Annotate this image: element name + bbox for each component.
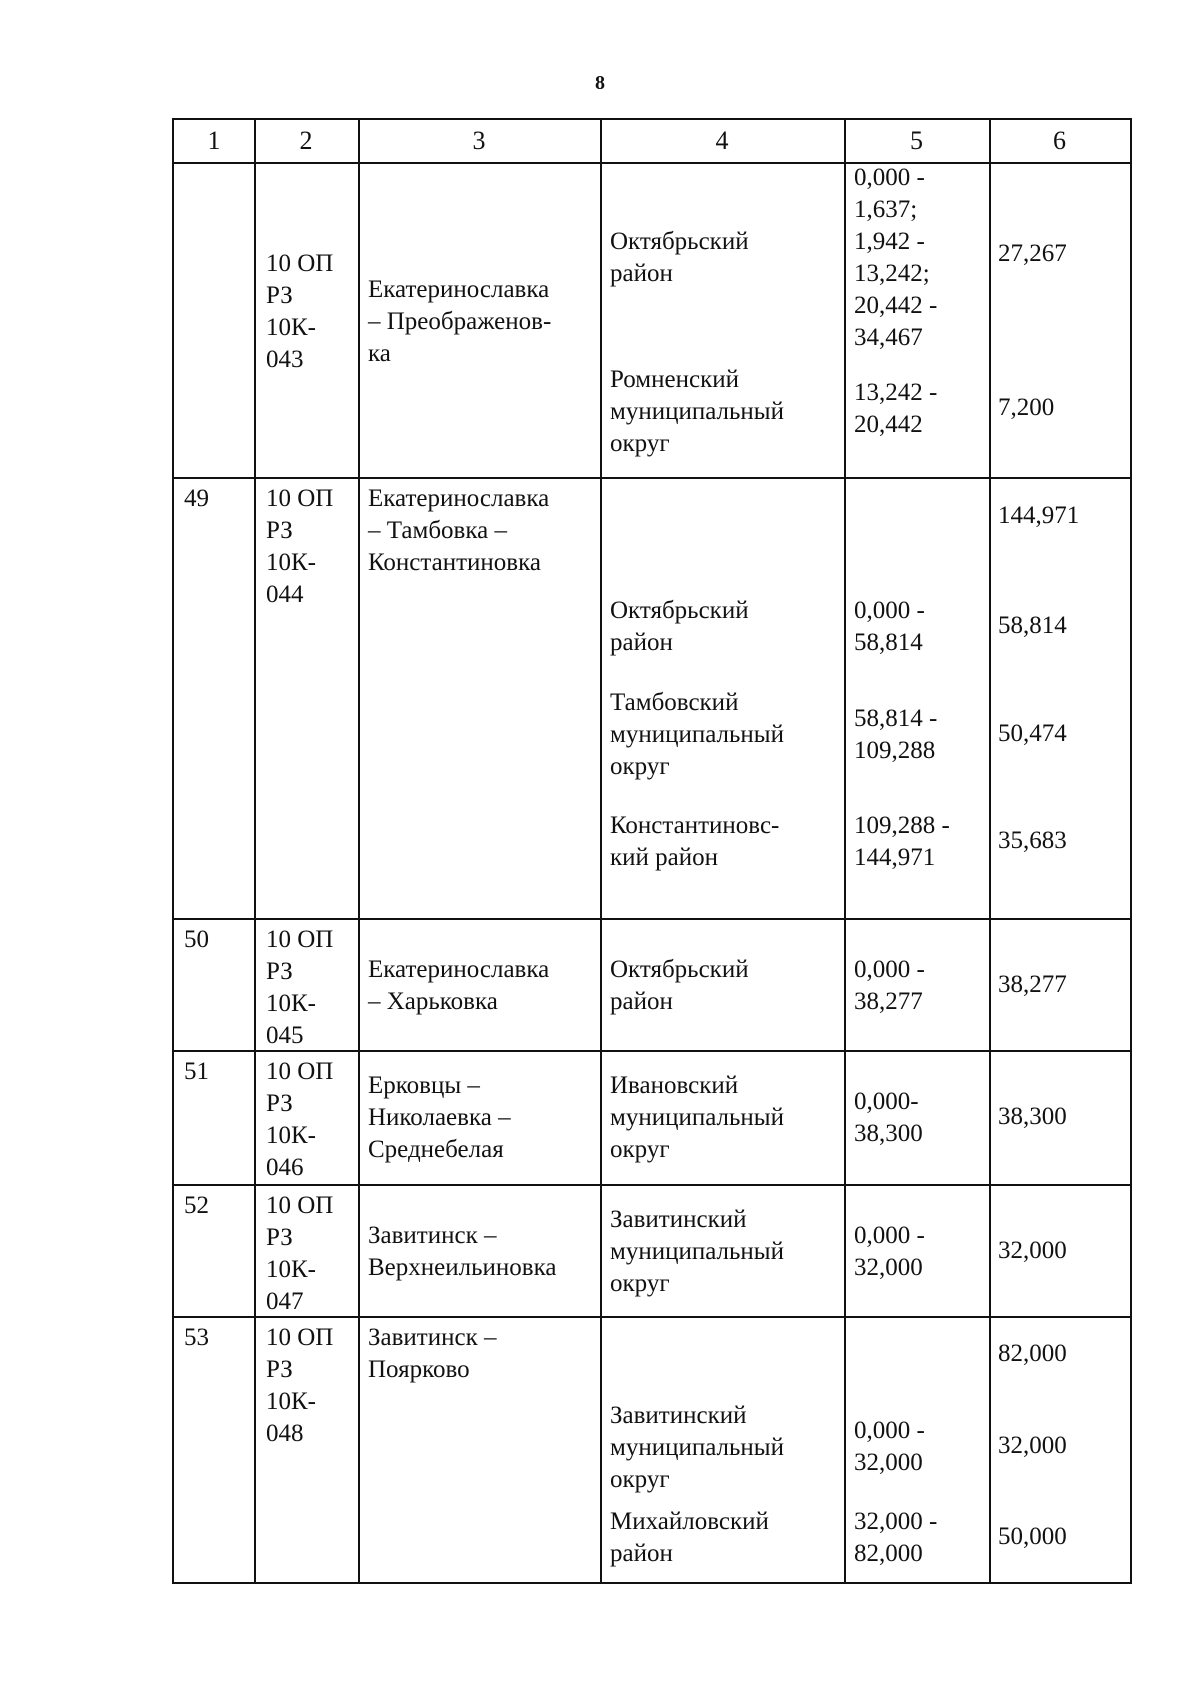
road-name: Екатеринославка – Преображенов- ка [368,276,552,367]
district: Октябрьский район [610,956,749,1015]
km-range: 0,000 - 32,000 [854,1222,925,1281]
segment-length: 58,814 [998,612,1067,639]
km-range: 0,000 - 32,000 [854,1417,925,1476]
district: Михайловский район [610,1508,769,1567]
segment-length: 35,683 [998,827,1067,854]
km-range: 0,000- 38,300 [854,1088,923,1147]
header-col-4: 4 [715,126,729,155]
row-number: 50 [184,926,209,953]
district: Завитинский муниципальный округ [610,1206,784,1297]
road-code: 10 ОП РЗ 10К- 047 [266,1192,334,1315]
header-col-3: 3 [472,126,486,155]
row-separator [174,477,1130,479]
row-separator [174,1184,1130,1186]
road-name: Ерковцы – Николаевка – Среднебелая [368,1072,511,1163]
km-range: 32,000 - 82,000 [854,1508,938,1567]
column-separator [254,120,256,1582]
row-number: 52 [184,1192,209,1219]
km-range: 109,288 - 144,971 [854,812,950,871]
road-total-length: 144,971 [998,502,1080,529]
row-number: 49 [184,485,209,512]
road-name: Завитинск – Поярково [368,1324,497,1383]
road-code: 10 ОП РЗ 10К- 044 [266,485,334,608]
district: Октябрьский район [610,597,749,656]
header-col-6: 6 [1053,126,1066,155]
km-range: 0,000 - 1,637; 1,942 - 13,242; 20,442 - 34,467 [854,164,938,351]
district: Константиновс- кий район [610,812,780,871]
page-number: 8 [595,72,605,94]
district: Ромненский муниципальный округ [610,366,784,457]
segment-length: 38,300 [998,1103,1067,1130]
road-code: 10 ОП РЗ 10К- 043 [266,250,334,373]
header-col-1: 1 [207,126,221,155]
road-name: Екатеринославка – Тамбовка – Константиновка [368,485,550,576]
district: Ивановский муниципальный округ [610,1072,784,1163]
column-separator [600,120,602,1582]
km-range: 0,000 - 38,277 [854,956,925,1015]
row-number: 53 [184,1324,209,1351]
road-total-length: 82,000 [998,1340,1067,1367]
district: Завитинский муниципальный округ [610,1402,784,1493]
segment-length: 32,000 [998,1237,1067,1264]
roads-table [172,118,1132,1584]
district: Октябрьский район [610,228,749,287]
district: Тамбовский муниципальный округ [610,689,784,780]
row-separator [174,918,1130,920]
row-number: 51 [184,1058,209,1085]
segment-length: 7,200 [998,394,1055,421]
road-code: 10 ОП РЗ 10К- 046 [266,1058,334,1181]
road-name: Завитинск – Верхнеильиновка [368,1222,557,1281]
column-separator [989,120,991,1582]
header-separator [174,162,1130,164]
header-col-2: 2 [299,126,313,155]
segment-length: 50,474 [998,720,1067,747]
segment-length: 50,000 [998,1523,1067,1550]
km-range: 13,242 - 20,442 [854,379,938,438]
road-name: Екатеринославка – Харьковка [368,956,550,1015]
segment-length: 27,267 [998,240,1067,267]
road-code: 10 ОП РЗ 10К- 048 [266,1324,334,1447]
segment-length: 32,000 [998,1432,1067,1459]
road-code: 10 ОП РЗ 10К- 045 [266,926,334,1049]
km-range: 0,000 - 58,814 [854,597,925,656]
column-separator [358,120,360,1582]
km-range: 58,814 - 109,288 [854,705,938,764]
segment-length: 38,277 [998,971,1067,998]
column-separator [844,120,846,1582]
header-col-5: 5 [910,126,923,155]
